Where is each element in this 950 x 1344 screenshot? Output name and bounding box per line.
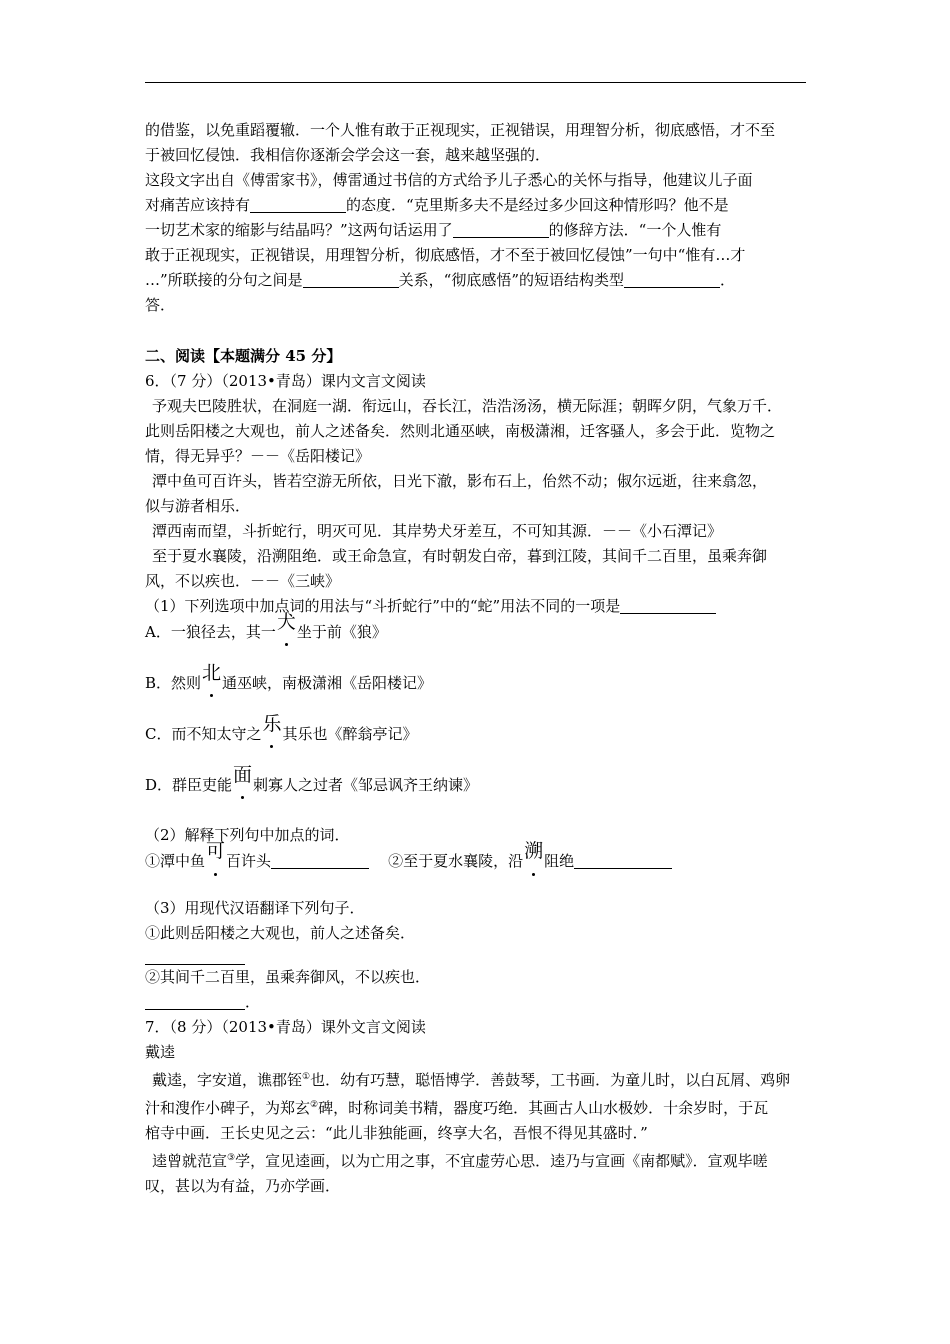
option-d-post: 刺寡人之过者《邹忌讽齐王纳谏》 — [253, 776, 479, 794]
q6-sub-3: （3）用现代汉语翻译下列句子． — [145, 899, 365, 917]
option-c-pre: C．而不知太守之 — [145, 725, 262, 743]
option-c-post: 其乐也《醉翁亭记》 — [282, 725, 418, 743]
option-d-dotted-word: 面 — [233, 764, 253, 786]
q6-passage-3: 潭西南而望，斗折蛇行，明灭可见．其岸势犬牙差互，不可知其源．－－《小石潭记》 — [152, 522, 723, 540]
q7-passage-1a — [145, 1065, 806, 1093]
q6-passage-2a: 潭中鱼可百许头，皆若空游无所依，日光下澈，影布石上，佁然不动；俶尔远逝，往来翕忽， — [152, 472, 768, 490]
q7-passage-2b: 叹，甚以为有益，乃亦学画． — [145, 1177, 341, 1195]
option-a-post: 坐于前《狼》 — [296, 623, 387, 641]
question-5-text — [145, 168, 806, 293]
q7-p2b: 学，宣见逵画，以为亡用之事，不宜虚劳心思．逵乃与宣画《南都赋》．宣观毕嗟 — [235, 1152, 768, 1170]
answer-label: 答． — [145, 296, 176, 314]
header-rule — [145, 82, 806, 83]
footnote-marker-2[interactable]: ② — [310, 1100, 319, 1110]
q5-part-a: 这段文字出自《傅雷家书》，傅雷通过书信的方式给予儿子悉心的关怀与指导，他建议儿子面 — [145, 171, 753, 189]
q7-title: 戴逵 — [145, 1043, 176, 1061]
option-d[interactable] — [145, 764, 806, 823]
option-d-pre: D．群臣吏能 — [145, 776, 233, 794]
q6-sub-3a: ①此则岳阳楼之大观也，前人之述备矣． — [145, 924, 416, 942]
q7-p1d: 碑，时称词美书精，器度巧绝．其画古人山水极妙．十余岁时，于瓦 — [318, 1099, 769, 1117]
q7-passage-1b — [145, 1093, 806, 1121]
q6-sub-1 — [145, 594, 806, 619]
answer-line-s3b[interactable] — [145, 992, 245, 1010]
q6-sub-1-text: （1）下列选项中加点词的用法与“斗折蛇行”中的“蛇”用法不同的一项是 — [145, 597, 621, 615]
s2b-dotted-word: 溯 — [524, 840, 544, 862]
footnote-marker-3[interactable]: ③ — [227, 1153, 236, 1163]
q5-part-c: 的态度．“克里斯多夫不是经过多少回这种情形吗？他不是 — [346, 196, 729, 214]
q6-sub-2-items — [145, 840, 806, 896]
option-a[interactable] — [145, 611, 806, 670]
option-b-pre: B．然则 — [145, 674, 202, 692]
q7-p2a: 逵曾就范宣 — [152, 1152, 228, 1170]
q6-sub-2: （2）解释下列句中加点的词． — [145, 826, 350, 844]
section-2-title: 二、阅读【本题满分 45 分】 — [145, 347, 342, 365]
option-b-dotted-word: 北 — [202, 662, 222, 684]
q6-passage-2b: 似与游者相乐． — [145, 497, 251, 515]
q6-passage-4b: 风，不以疾也．－－《三峡》 — [145, 572, 341, 590]
q7-passage-1c: 棺寺中画．王长史见之云：“此儿非独能画，终享大名，吾恨不得见其盛时．” — [145, 1124, 648, 1142]
q7-header: 7．（8 分）（2013•青岛）课外文言文阅读 — [145, 1018, 426, 1036]
q6-passage-1b: 此则岳阳楼之大观也，前人之述备矣．然则北通巫峡，南极潇湘，迁客骚人，多会于此．览物之 — [145, 422, 776, 440]
q6-passage-1c: 情，得无异乎？－－《岳阳楼记》 — [145, 447, 371, 465]
answer-blank-attitude[interactable] — [250, 195, 346, 213]
q5-part-e: 的修辞方法．“一个人惟有 — [548, 221, 722, 239]
q6-header: 6．（7 分）（2013•青岛）课内文言文阅读 — [145, 372, 426, 390]
s2b-post: 阻绝 — [544, 852, 575, 870]
option-b-post: 通巫峡，南极潇湘《岳阳楼记》 — [222, 674, 433, 692]
s2a-pre: ①潭中鱼 — [145, 852, 206, 870]
q6-sub-3b: ②其间千二百里，虽乘奔御风，不以疾也． — [145, 968, 431, 986]
document-content — [145, 118, 806, 1199]
answer-blank-q6-1[interactable] — [620, 596, 716, 614]
answer-line-s3a[interactable] — [145, 950, 245, 965]
q5-part-b: 对痛苦应该持有 — [145, 196, 251, 214]
answer-blank-rhetoric[interactable] — [453, 220, 549, 238]
q5-part-h: 关系，“彻底感悟”的短语结构类型 — [398, 271, 625, 289]
answer-blank-s2a[interactable] — [271, 851, 369, 869]
q7-p1c: 汁和溲作小碑子，为郑玄 — [145, 1099, 311, 1117]
q7-p1a: 戴逵，字安道，谯郡铚 — [152, 1071, 303, 1089]
footnote-marker-1[interactable]: ① — [302, 1072, 311, 1082]
option-a-pre: A．一狼径去，其一 — [145, 623, 276, 641]
intro-line-2: 于被回忆侵蚀．我相信你逐渐会学会这一套，越来越坚强的． — [145, 146, 551, 164]
answer-blank-s2b[interactable] — [574, 851, 672, 869]
q6-passage-4a: 至于夏水襄陵，沿溯阻绝．或王命急宣，有时朝发白帝，暮到江陵，其间千二百里，虽乘奔御 — [152, 547, 768, 565]
q5-part-f: 敢于正视现实，正视错误，用理智分析，彻底感悟，才不至于被回忆侵蚀”一句中“惟有…才 — [145, 246, 746, 264]
q7-p1b: 也．幼有巧慧，聪悟博学．善鼓琴，工书画．为童儿时，以白瓦屑、鸡卵 — [310, 1071, 791, 1089]
s2b-pre: ②至于夏水襄陵，沿 — [388, 852, 524, 870]
s2a-dotted-word: 可 — [206, 840, 226, 862]
option-b[interactable] — [145, 662, 806, 721]
intro-line-1: 的借鉴，以免重蹈覆辙．一个人惟有敢于正视现实，正视错误，用理智分析，彻底感悟，才不至 — [145, 121, 776, 139]
s2a-post: 百许头 — [226, 852, 272, 870]
q5-part-g: …”所联接的分句之间是 — [145, 271, 303, 289]
q7-passage-2a — [145, 1146, 806, 1174]
option-c-dotted-word: 乐 — [262, 713, 282, 735]
answer-blank-relation[interactable] — [303, 270, 399, 288]
q5-part-d: 一切艺术家的缩影与结晶吗？”这两句话运用了 — [145, 221, 453, 239]
q5-part-i: ． — [720, 271, 736, 289]
s3b-end: ． — [245, 993, 261, 1011]
answer-blank-structure[interactable] — [624, 270, 720, 288]
q6-passage-1a: 予观夫巴陵胜状，在洞庭一湖．衔远山，吞长江，浩浩汤汤，横无际涯；朝晖夕阴，气象万千． — [152, 397, 783, 415]
option-a-dotted-word: 犬 — [276, 611, 296, 633]
answer-line-s3b-row — [145, 990, 806, 1015]
